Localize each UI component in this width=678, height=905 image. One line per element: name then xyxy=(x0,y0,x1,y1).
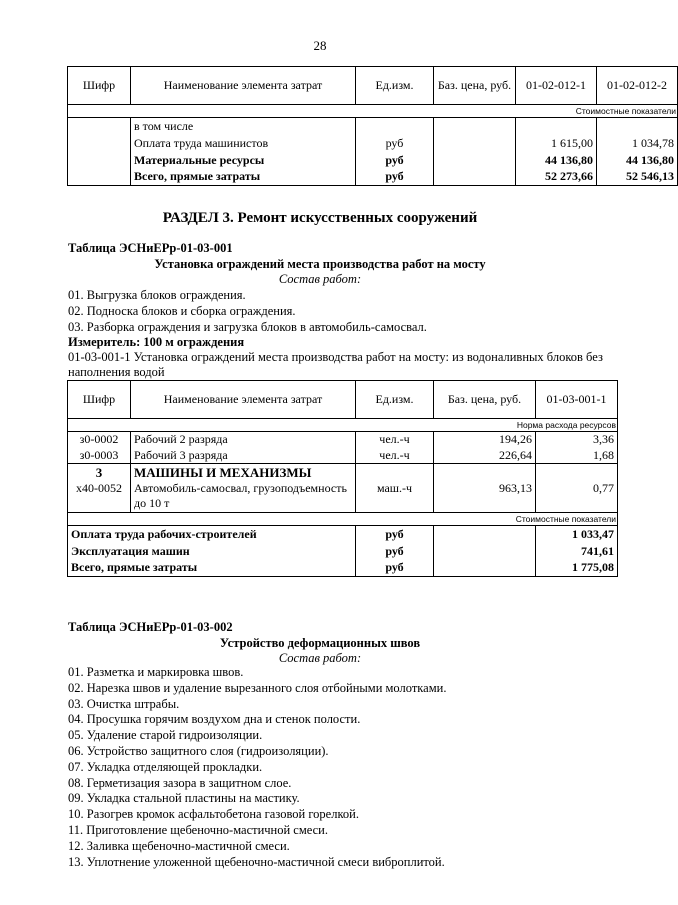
operation-item: 08. Герметизация зазора в защитном слое. xyxy=(68,775,292,790)
row-name: Всего, прямые затраты xyxy=(131,169,356,186)
total-unit: руб xyxy=(356,526,434,543)
table-row xyxy=(68,560,618,577)
section-title: РАЗДЕЛ 3. Ремонт искусственных сооружений xyxy=(162,210,478,226)
row-unit: чел.-ч xyxy=(356,448,434,464)
group-title: МАШИНЫ И МЕХАНИЗМЫ xyxy=(131,464,356,481)
total-value: 741,61 xyxy=(536,543,618,560)
note-row xyxy=(68,419,618,432)
operation-item: 11. Приготовление щебеночно-мастичной смеси. xyxy=(68,822,328,837)
row-price: 963,13 xyxy=(434,481,536,513)
note-row xyxy=(68,513,618,526)
row-code: з0-0002 xyxy=(68,432,131,448)
operation-item: 05. Удаление старой гидроизоляции. xyxy=(68,728,263,743)
table-name-01-03-002: Таблица ЭСНиЕРр-01-03-002 xyxy=(68,620,233,634)
total-name: Всего, прямые затраты xyxy=(68,560,356,577)
table-row xyxy=(68,135,678,152)
composition-heading: Состав работ: xyxy=(278,651,362,665)
table-header-row xyxy=(68,381,618,419)
operation-item: 03. Очистка штрабы. xyxy=(68,696,180,711)
table-row xyxy=(68,169,678,186)
table-row xyxy=(68,152,678,169)
col-header-name: Наименование элемента затрат xyxy=(131,67,356,105)
row-code: х40-0052 xyxy=(68,481,131,513)
row-unit: чел.-ч xyxy=(356,432,434,448)
operation-item: 06. Устройство защитного слоя (гидроизоляции). xyxy=(68,743,329,758)
operation-item: 02. Нарезка швов и удаление вырезанного слоя отбойными молотками. xyxy=(68,680,447,695)
col-header-unit: Ед.изм. xyxy=(356,381,434,419)
table-name-01-03-001: Таблица ЭСНиЕРр-01-03-001 xyxy=(68,241,233,255)
col-header-code: Шифр xyxy=(68,67,131,105)
row-value-1: 44 136,80 xyxy=(516,152,597,169)
row-value-1: 52 273,66 xyxy=(516,169,597,186)
norm-title-01-03-002: Устройство деформационных швов xyxy=(219,636,421,650)
table-row xyxy=(68,464,618,481)
operations-list xyxy=(68,288,427,335)
table-row xyxy=(68,526,618,543)
table-row xyxy=(68,118,678,135)
row-price: 226,64 xyxy=(434,448,536,464)
col-header-price: Баз. цена, руб. xyxy=(434,67,516,105)
col-header-code: Шифр xyxy=(68,381,131,419)
row-name: Материальные ресурсы xyxy=(131,152,356,169)
operation-item: 01. Выгрузка блоков ограждения. xyxy=(68,288,246,302)
norm-description: 01-03-001-1 Установка ограждений места производства работ на мосту: из водоналивных блоков без наполнения водой xyxy=(68,350,603,379)
operation-item: 01. Разметка и маркировка швов. xyxy=(68,665,244,679)
operations-list xyxy=(68,665,446,870)
operation-item: 04. Просушка горячим воздухом дна и стенок полости. xyxy=(68,712,361,727)
total-value: 1 033,47 xyxy=(536,526,618,543)
group-number: 3 xyxy=(68,464,131,481)
col-header-rate-1: 01-02-012-1 xyxy=(516,67,597,105)
total-unit: руб xyxy=(356,543,434,560)
table-row xyxy=(68,481,618,513)
row-value-1: 1 615,00 xyxy=(516,135,597,152)
operation-item: 07. Укладка отделяющей прокладки. xyxy=(68,759,263,774)
row-name: Рабочий 3 разряда xyxy=(131,448,356,464)
cost-table-01-02-012 xyxy=(67,66,678,186)
table-header-row xyxy=(68,67,678,105)
operation-item: 10. Разогрев кромок асфальтобетона газовой горелкой. xyxy=(68,807,359,822)
row-unit: маш.-ч xyxy=(356,481,434,513)
composition-heading: Состав работ: xyxy=(278,272,362,286)
cost-indicators-note: Стоимостные показатели xyxy=(68,513,618,526)
norm-title-01-03-001: Установка ограждений места производства работ на мосту xyxy=(154,257,486,271)
row-name: Оплата труда машинистов xyxy=(131,135,356,152)
table-row xyxy=(68,448,618,464)
operation-item: 12. Заливка щебеночно-мастичной смеси. xyxy=(68,838,290,853)
operation-item: 13. Уплотнение уложенной щебеночно-мастичной смеси виброплитой. xyxy=(68,854,445,869)
note-row xyxy=(68,105,678,118)
total-name: Эксплуатация машин xyxy=(68,543,356,560)
operation-item: 03. Разборка ограждения и загрузка блоков в автомобиль-самосвал. xyxy=(68,319,427,334)
row-value-2: 52 546,13 xyxy=(597,169,678,186)
total-value: 1 775,08 xyxy=(536,560,618,577)
col-header-rate-2: 01-02-012-2 xyxy=(597,67,678,105)
row-name: Автомобиль-самосвал, грузоподъемность до 10 т xyxy=(131,481,356,513)
page-number: 28 xyxy=(313,38,327,53)
operation-item: 02. Подноска блоков и сборка ограждения. xyxy=(68,303,296,318)
measure-unit: Измеритель: 100 м ограждения xyxy=(68,335,245,349)
row-name: в том числе xyxy=(131,118,356,135)
total-name: Оплата труда рабочих-строителей xyxy=(68,526,356,543)
row-value: 1,68 xyxy=(536,448,618,464)
col-header-rate: 01-03-001-1 xyxy=(536,381,618,419)
table-row xyxy=(68,543,618,560)
row-name: Рабочий 2 разряда xyxy=(131,432,356,448)
resource-table-01-03-001 xyxy=(67,380,618,577)
row-value-2: 1 034,78 xyxy=(597,135,678,152)
row-price: 194,26 xyxy=(434,432,536,448)
row-value: 0,77 xyxy=(536,481,618,513)
table-row xyxy=(68,432,618,448)
cost-indicators-note: Стоимостные показатели xyxy=(68,105,678,118)
col-header-name: Наименование элемента затрат xyxy=(131,381,356,419)
row-unit: руб xyxy=(356,169,434,186)
col-header-price: Баз. цена, руб. xyxy=(434,381,536,419)
col-header-unit: Ед.изм. xyxy=(356,67,434,105)
total-unit: руб xyxy=(356,560,434,577)
row-code: з0-0003 xyxy=(68,448,131,464)
row-value: 3,36 xyxy=(536,432,618,448)
operation-item: 09. Укладка стальной пластины на мастику. xyxy=(68,791,300,806)
resource-norm-note: Норма расхода ресурсов xyxy=(68,419,618,432)
row-value-2: 44 136,80 xyxy=(597,152,678,169)
row-unit: руб xyxy=(356,135,434,152)
row-unit: руб xyxy=(356,152,434,169)
